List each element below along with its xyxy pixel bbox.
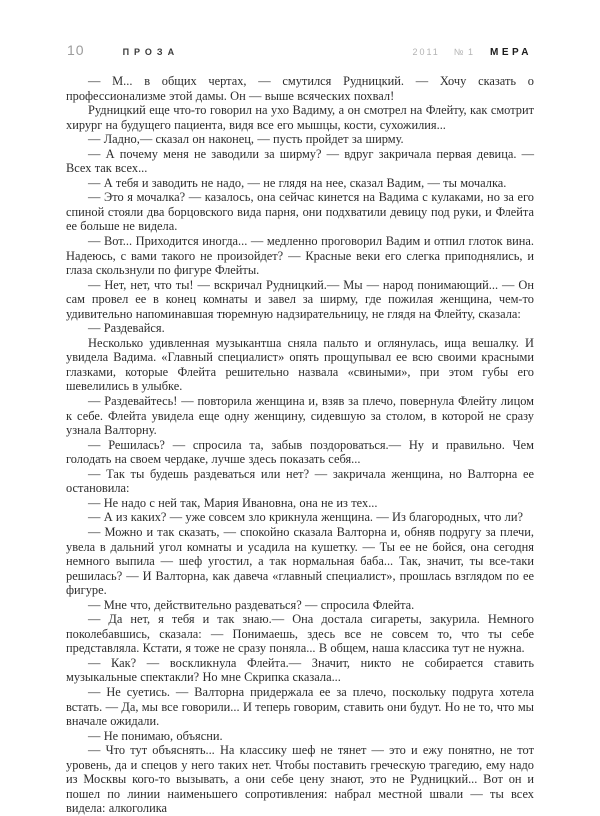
paragraph: — Да нет, я тебя и так знаю.— Она достала сигареты, закурила. Немного поколебавшись, сказала: — Понимаешь, здесь все не совсем то, что ты себе представляла. Кстати, я тоже не сразу поняла... В общем, наша классика тут не нужна. bbox=[66, 612, 534, 656]
paragraph: — Не понимаю, объясни. bbox=[88, 728, 223, 743]
paragraph: — Можно и так сказать, — спокойно сказала Валторна и, обняв подругу за плечи, увела в дальний угол комнаты и усадила на кушетку. — Ты ее не бойся, она сегодня немного выпила — шеф угостил, а так нормальная баба... Так, значит, ты все-таки решилась? — И Валторна, как давеча «главный специалист», прошлась взглядом по ее фигуре. bbox=[66, 524, 534, 598]
paragraph: — Раздевайтесь! — повторила женщина и, взяв за плечо, повернула Флейту лицом к себе. Флейта увидела еще одну женщину, сидевшую за столом, в которой не сразу узнала Валторну. bbox=[66, 394, 534, 438]
paragraph: — Это я мочалка? — казалось, она сейчас кинется на Вадима с кулаками, но за его спиной стояли два борцовского вида парня, они подхватили девицу под руки, и Флейта ее больше не видела. bbox=[66, 190, 534, 234]
header-left bbox=[67, 42, 179, 58]
header-right bbox=[412, 47, 532, 58]
journal-name: МЕРА bbox=[489, 47, 532, 58]
paragraph: — Раздевайся. bbox=[88, 321, 165, 336]
paragraph: Рудницкий еще что-то говорил на ухо Вадиму, а он смотрел на Флейту, как смотрит хирург на будущего пациента, видя все его мышцы, кости, сухожилия... bbox=[66, 103, 534, 132]
paragraph: — А из каких? — уже совсем зло крикнула женщина. — Из благородных, что ли? bbox=[88, 510, 523, 525]
issue-number: № 1 bbox=[453, 47, 474, 57]
paragraph: — Ладно,— сказал он наконец, — пусть пройдет за ширму. bbox=[88, 132, 404, 147]
paragraph: — А тебя и заводить не надо, — не глядя на нее, сказал Вадим, — ты мочалка. bbox=[88, 175, 507, 190]
journal-year: 2011 bbox=[412, 47, 440, 57]
paragraph: — Вот... Приходится иногда... — медленно проговорил Вадим и отпил глоток вина. Надеюсь, с вами такого не произойдет? — Красные веки его слегка приподнялись, и глаза скользнули по фигуре Флейты. bbox=[66, 234, 534, 278]
paragraph: — А почему меня не заводили за ширму? — вдруг закричала первая девица. — Всех так всех... bbox=[66, 146, 534, 176]
paragraph: — Не суетись. — Валторна придержала ее за плечо, поскольку подруга хотела встать. — Да, мы все говорили... И теперь говорим, ставить они будут. Но не то, что мы вначале ожидали. bbox=[66, 684, 534, 729]
paragraph: — Что тут объяснять... На классику шеф не тянет — это и ежу понятно, не тот уровень, да и спецов у него таких нет. Чтобы поставить греческую трагедию, ему надо из Москвы кого-то вызывать, а они себе цену знают, это не Рудницкий... Вот он и пошел по линии наименьшего сопротивления: набрал местной швали — ты всех видела: алкоголика bbox=[66, 743, 534, 816]
paragraph: Несколько удивленная музыкантша сняла пальто и оглянулась, ища вешалку. И увидела Вадима. «Главный специалист» опять прощупывал ее всю своими красными глазками, которые Флейта решительно назвала «свиными», при этом губы его шевелились в улыбке. bbox=[66, 335, 534, 394]
paragraph: — Решилась? — спросила та, забыв поздороваться.— Ну и правильно. Чем голодать на своем чердаке, лучше здесь показать себя... bbox=[66, 437, 534, 467]
paragraph: — Нет, нет, что ты! — вскричал Рудницкий.— Мы — народ понимающий... — Он сам провел ее в конец комнаты и завел за ширму, где пожилая женщина, чем-то удивительно напоминавшая тюремную надзирательницу, не глядя на Флейту, сказала: bbox=[66, 277, 534, 321]
text-column bbox=[66, 74, 534, 816]
paragraph: — Не надо с ней так, Мария Ивановна, она не из тех... bbox=[88, 495, 378, 510]
paragraph: — Мне что, действительно раздеваться? — спросила Флейта. bbox=[88, 597, 415, 612]
section-title: ПРОЗА bbox=[122, 47, 180, 57]
page-header bbox=[67, 42, 532, 58]
paragraph: — Как? — воскликнула Флейта.— Значит, никто не собирается ставить музыкальные спектакли? Но мне Скрипка сказала... bbox=[66, 655, 534, 685]
paragraph: — Так ты будешь раздеваться или нет? — закричала женщина, но Валторна ее остановила: bbox=[66, 466, 534, 496]
page-number: 10 bbox=[67, 42, 85, 58]
paragraph: — М... в общих чертах, — смутился Рудницкий. — Хочу сказать о профессионализме этой дамы. Он — выше всяческих похвал! bbox=[66, 74, 534, 103]
